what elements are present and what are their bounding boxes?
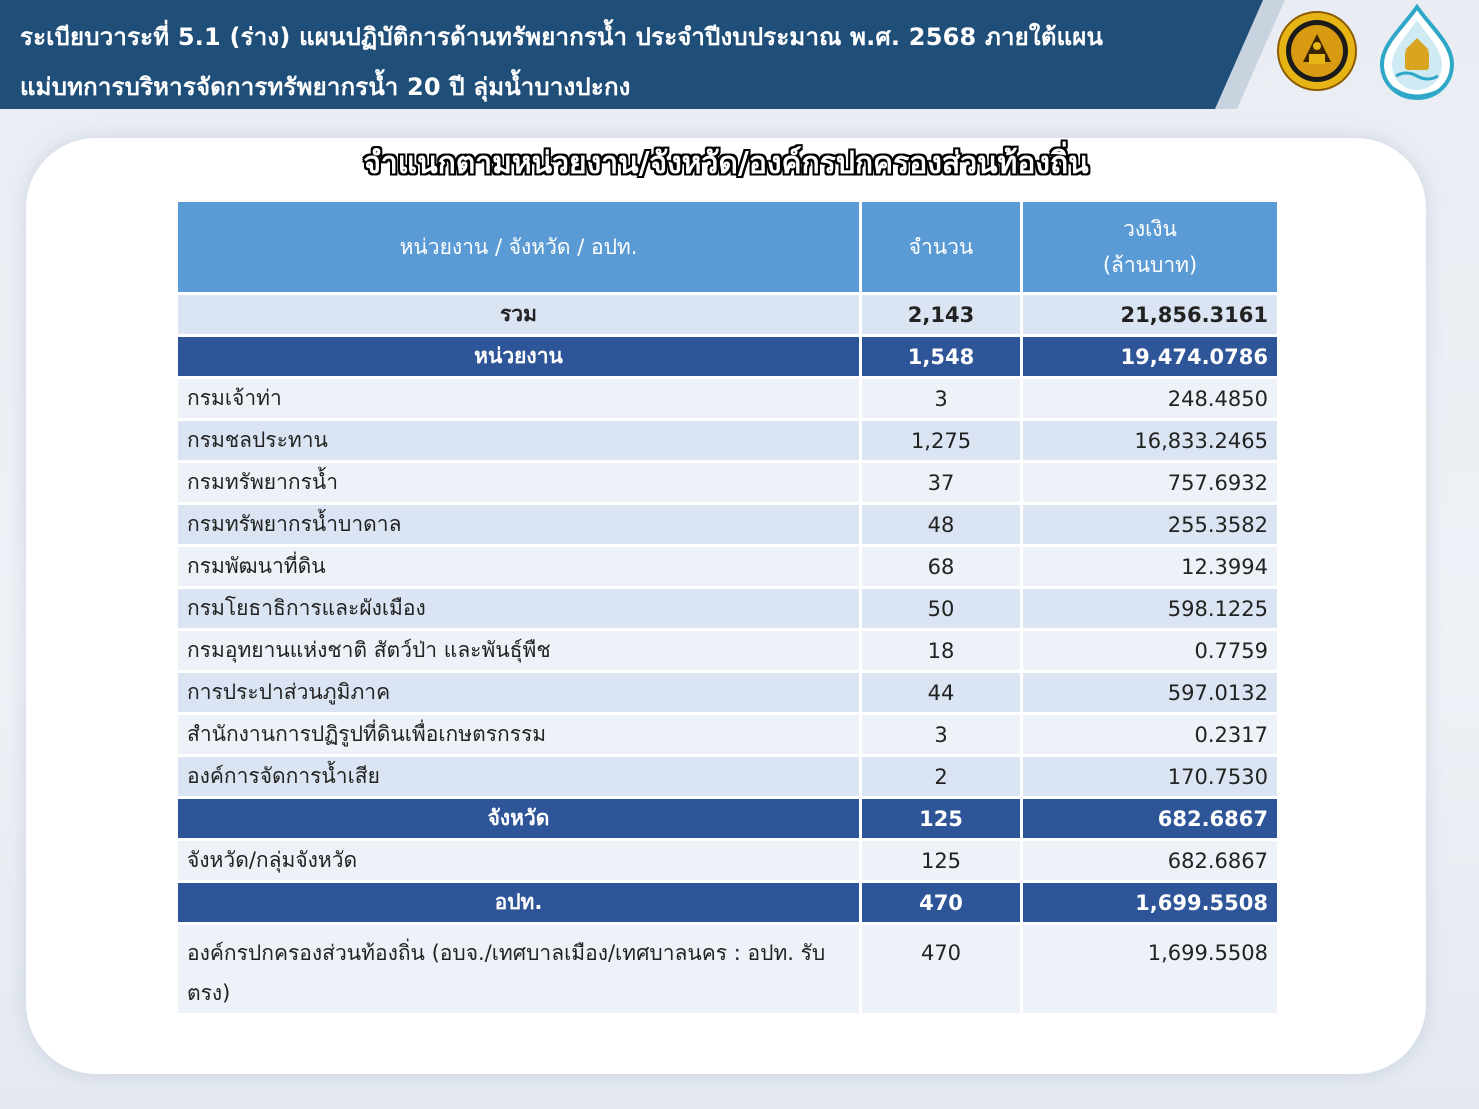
table-row xyxy=(177,756,1279,798)
row-amount: 1,699.5508 xyxy=(1022,924,1279,1015)
header-amount-line2: (ล้านบาท) xyxy=(1102,253,1198,277)
row-count: 2 xyxy=(861,756,1022,798)
section-row-agencies xyxy=(177,336,1279,378)
row-name: การประปาส่วนภูมิภาค xyxy=(177,672,861,714)
header-name: หน่วยงาน / จังหวัด / อปท. xyxy=(177,201,861,294)
section-label: อปท. xyxy=(177,882,861,924)
section-label: จังหวัด xyxy=(177,798,861,840)
page-title xyxy=(20,12,1210,112)
row-amount: 597.0132 xyxy=(1022,672,1279,714)
section-amount: 19,474.0786 xyxy=(1022,336,1279,378)
row-count: 125 xyxy=(861,840,1022,882)
section-label: หน่วยงาน xyxy=(177,336,861,378)
row-amount: 0.2317 xyxy=(1022,714,1279,756)
section-amount: 682.6867 xyxy=(1022,798,1279,840)
table-row xyxy=(177,630,1279,672)
row-name: กรมอุทยานแห่งชาติ สัตว์ป่า และพันธุ์พืช xyxy=(177,630,861,672)
row-count: 37 xyxy=(861,462,1022,504)
row-count: 50 xyxy=(861,588,1022,630)
total-row xyxy=(177,294,1279,336)
table-row xyxy=(177,672,1279,714)
section-amount: 1,699.5508 xyxy=(1022,882,1279,924)
table-row xyxy=(177,924,1279,1015)
row-name: กรมชลประทาน xyxy=(177,420,861,462)
row-name: กรมทรัพยากรน้ำ xyxy=(177,462,861,504)
table-row xyxy=(177,840,1279,882)
header-amount xyxy=(1022,201,1279,294)
row-name: สำนักงานการปฏิรูปที่ดินเพื่อเกษตรกรรม xyxy=(177,714,861,756)
row-count: 1,275 xyxy=(861,420,1022,462)
table-row xyxy=(177,378,1279,420)
table-row xyxy=(177,714,1279,756)
section-row-provinces xyxy=(177,798,1279,840)
row-count: 68 xyxy=(861,546,1022,588)
row-name: องค์กรปกครองส่วนท้องถิ่น (อบจ./เทศบาลเมือง/เทศบาลนคร : อปท. รับตรง) xyxy=(177,924,861,1015)
row-name: จังหวัด/กลุ่มจังหวัด xyxy=(177,840,861,882)
row-count: 3 xyxy=(861,378,1022,420)
row-amount: 682.6867 xyxy=(1022,840,1279,882)
row-count: 48 xyxy=(861,504,1022,546)
table-subtitle: จำแนกตามหน่วยงาน/จังหวัด/องค์กรปกครองส่วนท้องถิ่น xyxy=(363,146,1089,181)
total-amount: 21,856.3161 xyxy=(1022,294,1279,336)
row-count: 44 xyxy=(861,672,1022,714)
title-line-2: แม่บทการบริหารจัดการทรัพยากรน้ำ 20 ปี ลุ่มน้ำบางปะกง xyxy=(20,73,631,101)
section-count: 1,548 xyxy=(861,336,1022,378)
row-name: กรมพัฒนาที่ดิน xyxy=(177,546,861,588)
onwr-water-drop-icon xyxy=(1374,4,1460,108)
header-amount-line1: วงเงิน xyxy=(1123,217,1177,241)
row-amount: 248.4850 xyxy=(1022,378,1279,420)
government-seal-icon xyxy=(1276,10,1358,92)
row-name: องค์การจัดการน้ำเสีย xyxy=(177,756,861,798)
table-row xyxy=(177,546,1279,588)
row-name: กรมทรัพยากรน้ำบาดาล xyxy=(177,504,861,546)
row-count: 3 xyxy=(861,714,1022,756)
table-row xyxy=(177,420,1279,462)
section-row-local xyxy=(177,882,1279,924)
table-row xyxy=(177,504,1279,546)
table-row xyxy=(177,588,1279,630)
header-count: จำนวน xyxy=(861,201,1022,294)
row-name: กรมเจ้าท่า xyxy=(177,378,861,420)
section-count: 125 xyxy=(861,798,1022,840)
total-label: รวม xyxy=(177,294,861,336)
title-line-1: ระเบียบวาระที่ 5.1 (ร่าง) แผนปฏิบัติการด้านทรัพยากรน้ำ ประจำปีงบประมาณ พ.ศ. 2568 ภายใต้แผน xyxy=(20,23,1104,51)
row-amount: 16,833.2465 xyxy=(1022,420,1279,462)
row-amount: 170.7530 xyxy=(1022,756,1279,798)
table-row xyxy=(177,462,1279,504)
row-name: กรมโยธาธิการและผังเมือง xyxy=(177,588,861,630)
row-amount: 757.6932 xyxy=(1022,462,1279,504)
section-count: 470 xyxy=(861,882,1022,924)
row-count: 18 xyxy=(861,630,1022,672)
row-count: 470 xyxy=(861,924,1022,1015)
total-count: 2,143 xyxy=(861,294,1022,336)
row-amount: 0.7759 xyxy=(1022,630,1279,672)
budget-table xyxy=(175,199,1280,1016)
row-amount: 598.1225 xyxy=(1022,588,1279,630)
row-amount: 255.3582 xyxy=(1022,504,1279,546)
row-amount: 12.3994 xyxy=(1022,546,1279,588)
table-header-row xyxy=(177,201,1279,294)
